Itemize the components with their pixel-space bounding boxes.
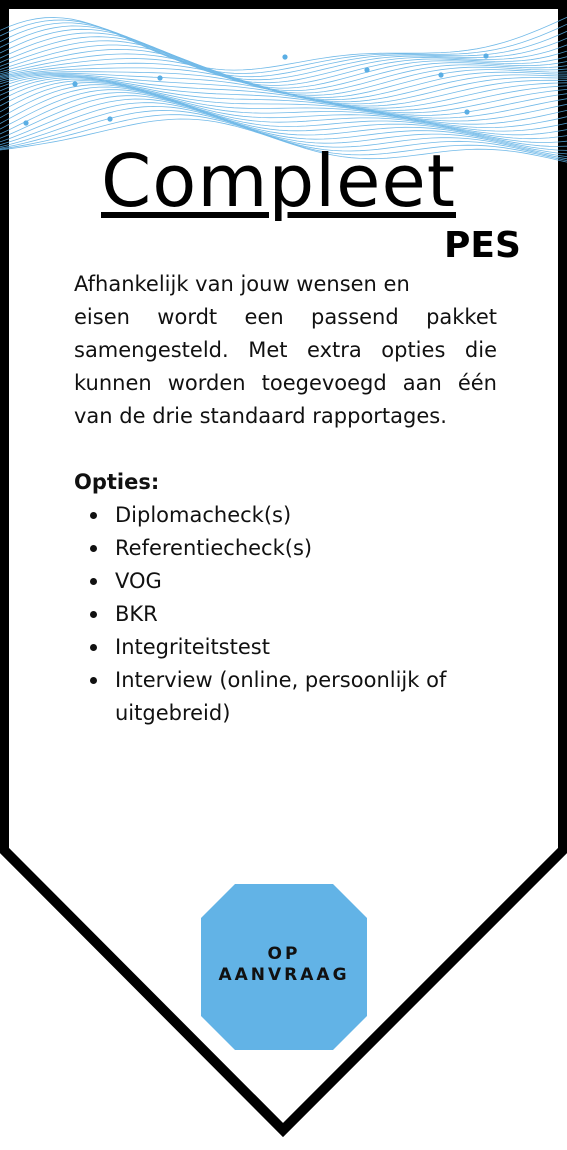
badge-label-line-2: AANVRAAG xyxy=(218,965,350,985)
intro-body-text: eisen wordt een passend pakket samengesteld. Met extra opties die kunnen worden toegevoegd aan één van de drie standaard rapportages. xyxy=(74,305,497,428)
bullet-icon xyxy=(90,677,97,684)
wave-dot xyxy=(282,54,287,59)
bullet-icon xyxy=(90,611,97,618)
wave-dot xyxy=(72,81,77,86)
list-item-label: Integriteitstest xyxy=(115,635,270,659)
intro-first-line: Afhankelijk van jouw wensen en xyxy=(74,272,410,296)
wave-dot xyxy=(23,120,28,125)
bullet-icon xyxy=(90,578,97,585)
page-subtitle: PES xyxy=(444,225,521,266)
wave-dot xyxy=(364,67,369,72)
list-item-label: Diplomacheck(s) xyxy=(115,503,292,527)
intro-paragraph xyxy=(74,268,497,433)
list-item xyxy=(74,631,494,664)
wave-dot xyxy=(483,53,488,58)
list-item xyxy=(74,532,494,565)
bullet-icon xyxy=(90,644,97,651)
list-item-label: Interview (online, persoonlijk of uitgebreid) xyxy=(115,668,447,725)
options-list xyxy=(74,499,494,730)
options-heading: Opties: xyxy=(74,470,160,494)
badge-label-line-1: OP xyxy=(267,944,301,964)
list-item xyxy=(74,565,494,598)
list-item xyxy=(74,664,494,730)
wave-dot xyxy=(107,116,112,121)
list-item xyxy=(74,499,494,532)
wave-line xyxy=(0,83,567,128)
wave-line xyxy=(0,76,567,115)
list-item-label: Referentiecheck(s) xyxy=(115,536,313,560)
wave-dot xyxy=(464,109,469,114)
list-item-label: VOG xyxy=(115,569,162,593)
on-request-badge-label xyxy=(201,944,367,986)
list-item-label: BKR xyxy=(115,602,158,626)
wave-line xyxy=(0,54,567,98)
page-title: Compleet xyxy=(101,139,456,223)
bullet-icon xyxy=(90,512,97,519)
wave-dot xyxy=(438,72,443,77)
list-item xyxy=(74,598,494,631)
bullet-icon xyxy=(90,545,97,552)
wave-dot xyxy=(157,75,162,80)
